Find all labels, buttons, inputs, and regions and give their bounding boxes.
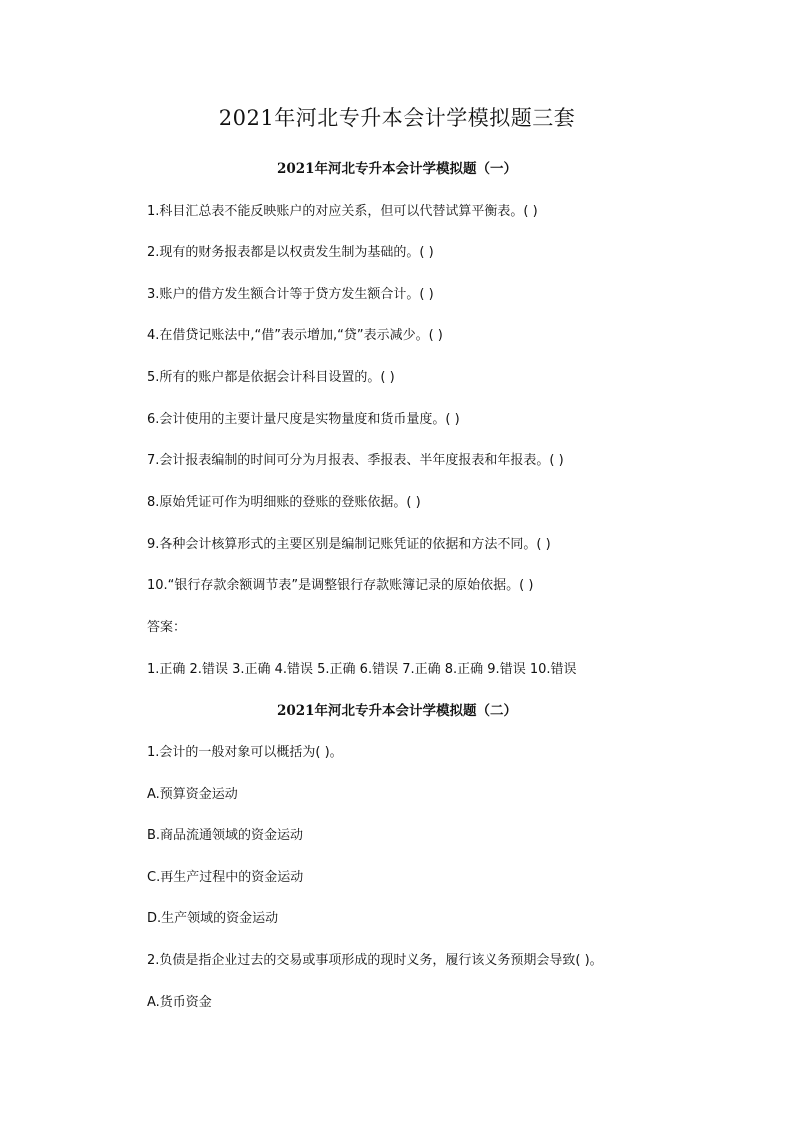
option-d: D.生产领域的资金运动	[147, 911, 279, 926]
question-2-2: 2.负债是指企业过去的交易或事项形成的现时义务，履行该义务预期会导致( )。	[147, 953, 603, 968]
option-b: B.商品流通领域的资金运动	[147, 828, 304, 843]
question-6: 6.会计使用的主要计量尺度是实物量度和货币量度。( )	[147, 412, 460, 427]
answer-key: 1.正确 2.错误 3.正确 4.错误 5.正确 6.错误 7.正确 8.正确 9.错误 10.错误	[147, 662, 577, 677]
option-a-2: A.货币资金	[147, 995, 212, 1010]
question-4: 4.在借贷记账法中,“借”表示增加,“贷”表示减少。( )	[147, 328, 443, 343]
section-2-title: 2021年河北专升本会计学模拟题（二）	[276, 703, 518, 719]
question-7: 7.会计报表编制的时间可分为月报表、季报表、半年度报表和年报表。( )	[147, 453, 564, 468]
question-10: 10.“银行存款余额调节表”是调整银行存款账簿记录的原始依据。( )	[147, 578, 534, 593]
question-9: 9.各种会计核算形式的主要区别是编制记账凭证的依据和方法不同。( )	[147, 537, 551, 552]
question-8: 8.原始凭证可作为明细账的登账的登账依据。( )	[147, 495, 421, 510]
question-2: 2.现有的财务报表都是以权责发生制为基础的。( )	[147, 245, 434, 260]
question-5: 5.所有的账户都是依据会计科目设置的。( )	[147, 370, 395, 385]
section-1-title: 2021年河北专升本会计学模拟题（一）	[276, 161, 518, 177]
question-2-1: 1.会计的一般对象可以概括为( )。	[147, 745, 343, 760]
document-title: 2021年河北专升本会计学模拟题三套	[218, 106, 576, 130]
question-3: 3.账户的借方发生额合计等于贷方发生额合计。( )	[147, 287, 434, 302]
question-1: 1.科目汇总表不能反映账户的对应关系，但可以代替试算平衡表。( )	[147, 204, 538, 219]
option-c: C.再生产过程中的资金运动	[147, 870, 304, 885]
option-a: A.预算资金运动	[147, 787, 238, 802]
answer-label: 答案：	[147, 620, 187, 635]
